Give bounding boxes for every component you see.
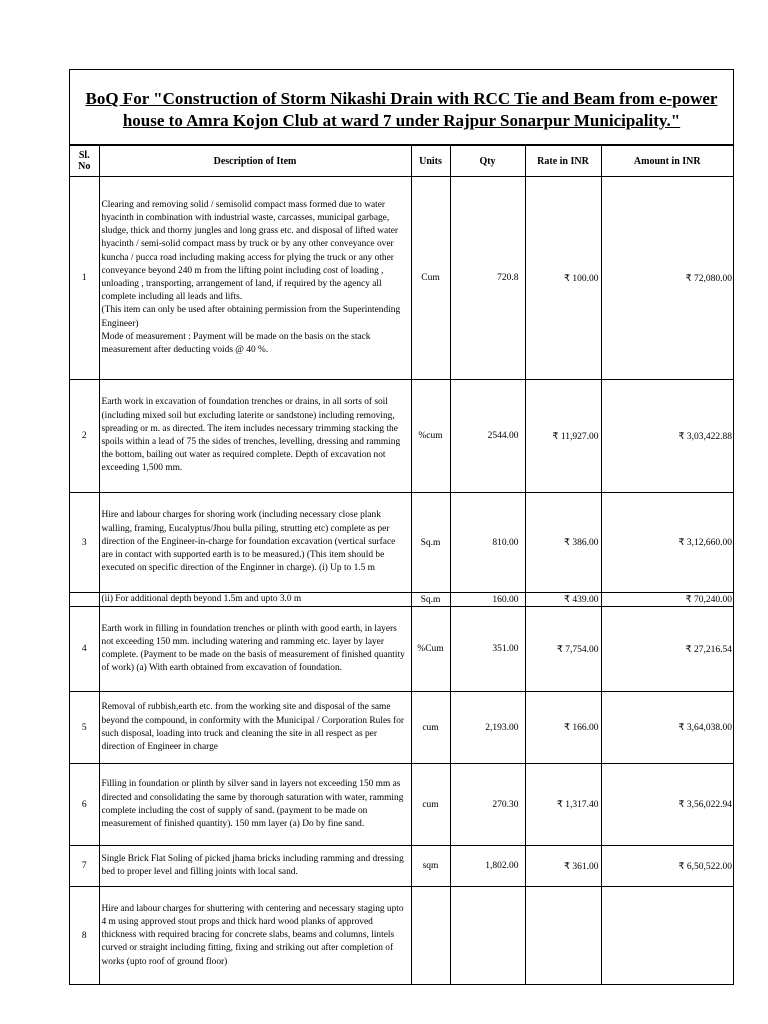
boq-table xyxy=(70,145,733,985)
cell-sl: 7 xyxy=(70,846,99,887)
cell-rate: ₹ 361.00 xyxy=(525,846,601,887)
table-row xyxy=(70,493,733,593)
header-row xyxy=(70,146,733,177)
cell-units: sqm xyxy=(411,846,450,887)
table-row xyxy=(70,692,733,764)
cell-amount: ₹ 6,50,522.00 xyxy=(601,846,733,887)
table-row xyxy=(70,607,733,692)
header-qty: Qty xyxy=(450,146,525,177)
cell-amount: ₹ 3,56,022.94 xyxy=(601,764,733,846)
table-row xyxy=(70,380,733,493)
cell-description: Hire and labour charges for shoring work (including necessary close plank walling, framing, Eucalyptus/Jhou bulla piling, strutting etc) complete as per direction of the Engineer-in-charge for foundation excavation (vertical surface are in contact with supported earth is to be measured.) (This item should be executed on specific direction of the Enginner in charge). (i) Up to 1.5 m xyxy=(99,493,411,593)
header-rate: Rate in INR xyxy=(525,146,601,177)
cell-description: Clearing and removing solid / semisolid compact mass formed due to water hyacinth in combination with industrial waste, carcasses, municipal garbage, sludge, thick and thorny jungles and long grass etc. and disposal of lifted water hyacinth / semi-solid compact mass by truck or by any other conveyance over kuncha / pucca road including making access for plying the truck or any other conveyance beyond 240 m from the lifting point including cost of loading , unloading , transporting, arrangement of land, if required by the agency all complete including all leads and lifts. (This item can only be used after obtaining permission from the Superintending Engineer) Mode of measurement : Payment will be made on the basis on the stack measurement after deducting voids @ 40 %. xyxy=(99,177,411,380)
cell-amount: ₹ 3,64,038.00 xyxy=(601,692,733,764)
cell-rate: ₹ 100.00 xyxy=(525,177,601,380)
cell-qty xyxy=(450,887,525,985)
header-description: Description of Item xyxy=(99,146,411,177)
cell-units xyxy=(411,887,450,985)
cell-sl: 2 xyxy=(70,380,99,493)
cell-units: Sq.m xyxy=(411,593,450,607)
cell-sl: 5 xyxy=(70,692,99,764)
cell-rate: ₹ 7,754.00 xyxy=(525,607,601,692)
cell-description: Earth work in filling in foundation trenches or plinth with good earth, in layers not exceeding 150 mm. including watering and ramming etc. layer by layer complete. (Payment to be made on the basis of measurement of finished quantity of work) (a) With earth obtained from excavation of foundation. xyxy=(99,607,411,692)
cell-description: Hire and labour charges for shuttering with centering and necessary staging upto 4 m using approved stout props and thick hard wood planks of approved thickness with required bracing for concrete slabs, beams and columns, lintels curved or straight including fitting, fixing and striking out after completion of works (upto roof of ground floor) xyxy=(99,887,411,985)
cell-qty: 2,193.00 xyxy=(450,692,525,764)
cell-rate: ₹ 439.00 xyxy=(525,593,601,607)
cell-rate: ₹ 1,317.40 xyxy=(525,764,601,846)
cell-description: Single Brick Flat Soling of picked jhama bricks including ramming and dressing bed to proper level and filling joints with local sand. xyxy=(99,846,411,887)
cell-rate: ₹ 166.00 xyxy=(525,692,601,764)
cell-units: cum xyxy=(411,692,450,764)
document-title xyxy=(70,70,733,145)
header-sl: Sl. No xyxy=(70,146,99,177)
table-row xyxy=(70,593,733,607)
cell-qty: 270.30 xyxy=(450,764,525,846)
table-row xyxy=(70,846,733,887)
cell-description: Earth work in excavation of foundation trenches or drains, in all sorts of soil (including mixed soil but excluding laterite or sandstone) including removing, spreading or m. as directed. The item includes necessary trimming stacking the spoils within a lead of 75 the sides of trenches, levelling, dressing and ramming the bottom, bailing out water as required complete. Depth of excavation not exceeding 1,500 mm. xyxy=(99,380,411,493)
cell-rate xyxy=(525,887,601,985)
cell-units: Sq.m xyxy=(411,493,450,593)
cell-units: %cum xyxy=(411,380,450,493)
cell-qty: 160.00 xyxy=(450,593,525,607)
title-line-2: house to Amra Kojon Club at ward 7 under Rajpur Sonarpur Municipality." xyxy=(122,111,681,130)
cell-amount: ₹ 72,080.00 xyxy=(601,177,733,380)
table-row xyxy=(70,764,733,846)
table-row xyxy=(70,887,733,985)
cell-qty: 351.00 xyxy=(450,607,525,692)
cell-description: Filling in foundation or plinth by silver sand in layers not exceeding 150 mm as directed and consolidating the same by thorough saturation with water, ramming complete including the cost of supply of sand. (payment to be made on measurement of finished quantity). 150 mm layer (a) Do by fine sand. xyxy=(99,764,411,846)
cell-qty: 2544.00 xyxy=(450,380,525,493)
cell-amount: ₹ 3,03,422.88 xyxy=(601,380,733,493)
cell-qty: 720.8 xyxy=(450,177,525,380)
cell-units: %Cum xyxy=(411,607,450,692)
cell-rate: ₹ 386.00 xyxy=(525,493,601,593)
header-amount: Amount in INR xyxy=(601,146,733,177)
cell-qty: 1,802.00 xyxy=(450,846,525,887)
table-row xyxy=(70,177,733,380)
cell-description: (ii) For additional depth beyond 1.5m and upto 3.0 m xyxy=(99,593,411,607)
title-line-1: BoQ For "Construction of Storm Nikashi Drain with RCC Tie and Beam from e-power xyxy=(85,89,718,108)
cell-amount: ₹ 3,12,660.00 xyxy=(601,493,733,593)
cell-amount: ₹ 27,216.54 xyxy=(601,607,733,692)
cell-sl: 6 xyxy=(70,764,99,846)
cell-sl: 4 xyxy=(70,607,99,692)
cell-units: Cum xyxy=(411,177,450,380)
header-units: Units xyxy=(411,146,450,177)
cell-rate: ₹ 11,927.00 xyxy=(525,380,601,493)
cell-description: Removal of rubbish,earth etc. from the working site and disposal of the same beyond the compound, in conformity with the Municipal / Corporation Rules for such disposal, loading into truck and cleaning the site in all respect as per direction of Engineer in charge xyxy=(99,692,411,764)
cell-units: cum xyxy=(411,764,450,846)
cell-amount xyxy=(601,887,733,985)
cell-sl: 8 xyxy=(70,887,99,985)
cell-sl: 1 xyxy=(70,177,99,380)
cell-sl xyxy=(70,593,99,607)
cell-qty: 810.00 xyxy=(450,493,525,593)
boq-sheet xyxy=(69,69,734,985)
cell-sl: 3 xyxy=(70,493,99,593)
cell-amount: ₹ 70,240.00 xyxy=(601,593,733,607)
